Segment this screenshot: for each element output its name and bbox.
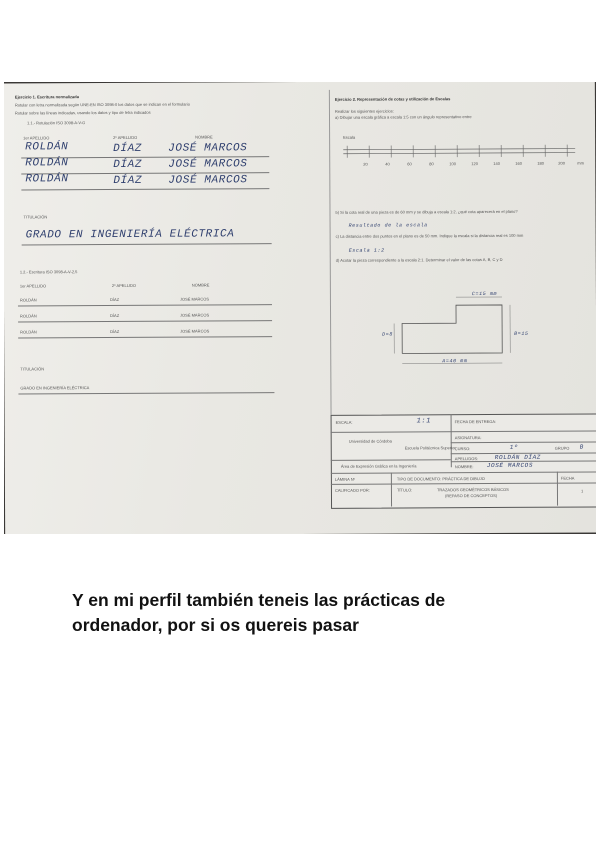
titulacion-value-2: GRADO EN INGENIERÍA ELÉCTRICA xyxy=(20,385,90,391)
cota-top: C=15 mm xyxy=(471,290,498,298)
row2-3-apellido-2: DÍAZ xyxy=(110,328,120,334)
question-d: d) Acotar la pieza correspondiente a la escala 2:1. Determinar el valor de las cotas A, B, C y D xyxy=(335,256,503,263)
tb-curso-label: CURSO: xyxy=(454,446,471,452)
tb-calificado-label: CALIFICADO POR: xyxy=(334,487,370,493)
question-c-answer: Escala 1:2 xyxy=(348,247,385,254)
header-apellido-1: 1er APELLIDO xyxy=(23,135,50,141)
titulacion-label: TITULACIÓN xyxy=(23,214,48,220)
right-instruction-2: a) Dibujar una escala gráfica a escala 1:5 con un ángulo representativo entre xyxy=(334,114,472,120)
header-nombre: NOMBRE xyxy=(195,134,213,140)
header2-apellido-2: 2º APELLIDO xyxy=(111,282,137,288)
tb-escala-value: 1:1 xyxy=(416,417,432,426)
row2-3-apellido-1: ROLDÁN xyxy=(20,329,37,335)
scale-tick-180: 180 xyxy=(537,160,544,166)
left-title: Ejercicio 1. Escritura normalizada xyxy=(14,94,79,100)
cota-right: B=15 xyxy=(514,330,529,337)
question-c: c) La distancia entre dos puntos en el plano es de 50 mm. Indique la escala si la distancia real es 100 mm xyxy=(335,232,524,239)
tb-tipo-documento: TIPO DE DOCUMENTO: PRÁCTICA DE DIBUJO xyxy=(396,476,485,482)
tb-asignatura-label: ASIGNATURA: xyxy=(454,435,482,441)
tb-grupo-value: B xyxy=(579,443,584,451)
tb-escala-label: ESCALA: xyxy=(335,419,353,425)
row1-apellido-2: DÍAZ xyxy=(113,142,143,155)
scale-tick-60: 60 xyxy=(407,161,412,167)
tb-apellidos-label: APELLIDOS: xyxy=(454,456,479,462)
row2-2-apellido-2: DÍAZ xyxy=(110,312,120,318)
tb-titulo-label: TÍTULO: xyxy=(396,487,413,493)
titulacion-value: GRADO EN INGENIERÍA ELÉCTRICA xyxy=(25,228,235,242)
header-apellido-2: 2º APELLIDO xyxy=(113,134,138,140)
scale-tick-120: 120 xyxy=(471,161,478,167)
section-1-label: 1.1.- Rotulación ISO 3098-A-V-G xyxy=(27,120,86,126)
scale-tick-40: 40 xyxy=(385,161,390,167)
scale-tick-20: 20 xyxy=(363,161,368,167)
scale-tick-200: 200 xyxy=(558,160,565,166)
scale-unit: mm xyxy=(577,160,584,166)
row2-2-nombre: JOSÉ MARCOS xyxy=(180,312,210,318)
scale-tick-80: 80 xyxy=(429,161,434,167)
question-b: b) Si la cota real de una pieza es de 60 mm y se dibuja a escala 1:2, ¿qué cota aparecerá en el plano? xyxy=(335,208,518,215)
row1-apellido-1: ROLDÁN xyxy=(25,141,69,154)
tb-fecha-col: FECHA xyxy=(560,475,575,481)
left-instruction-2: Rotular sobre las líneas indicadas, usando los datos y tipo de letra indicados xyxy=(14,109,151,116)
tb-titulo-sub: (REPASO DE CONCEPTOS) xyxy=(444,492,498,499)
tb-school: Escuela Politécnica Superior xyxy=(404,445,456,451)
tb-lamina-number: 1 xyxy=(580,488,584,494)
row3-apellido-2: DÍAZ xyxy=(113,174,143,187)
tb-lamina-label: LÁMINA Nº xyxy=(334,476,356,482)
section-2-label: 1.2.- Escritura ISO 3098-A-V-2,5 xyxy=(19,269,78,275)
row3-apellido-1: ROLDÁN xyxy=(25,173,69,186)
scale-label: Escala xyxy=(343,134,356,140)
cota-bottom: A=40 mm xyxy=(442,358,468,365)
row2-apellido-1: ROLDÁN xyxy=(25,157,69,170)
row2-2-apellido-1: ROLDÁN xyxy=(20,313,37,319)
row2-nombre: JOSÉ MARCOS xyxy=(168,158,248,171)
scale-tick-100: 100 xyxy=(449,161,456,167)
tb-grupo-label: GRUPO xyxy=(554,445,570,451)
tb-curso-value: 1º xyxy=(509,443,519,451)
tb-nombre-value: JOSÉ MARCOS xyxy=(486,461,534,470)
caption-text: Y en mi perfil también teneis las prácticas de ordenador, por si os quereis pasar xyxy=(72,590,446,635)
graphic-scale xyxy=(343,141,583,172)
tb-nombre-label: NOMBRE: xyxy=(454,464,474,470)
tb-university: Universidad de Córdoba xyxy=(348,438,392,444)
row2-apellido-2: DÍAZ xyxy=(113,158,143,171)
tb-fecha-label: FECHA DE ENTREGA: xyxy=(454,418,497,425)
left-instruction-1: Rotular con letra normalizada según UNE-EN ISO 3098-0 los datos que se indican en el formulario xyxy=(14,101,190,108)
right-instruction: Realizar los siguientes ejercicios: xyxy=(334,108,394,114)
cota-left: D=8 xyxy=(382,331,393,338)
header2-nombre: NOMBRE xyxy=(191,282,210,288)
tb-area: Área de Expresión Gráfica en la Ingeniería xyxy=(340,463,417,469)
row2-3-nombre: JOSÉ MARCOS xyxy=(180,328,210,334)
row2-1-apellido-2: DÍAZ xyxy=(109,296,120,302)
row3-nombre: JOSÉ MARCOS xyxy=(168,174,248,187)
tb-titulo-value: TRAZADOS GEOMÉTRICOS BÁSICOS xyxy=(436,486,509,493)
row1-nombre: JOSÉ MARCOS xyxy=(168,142,248,155)
document-photo xyxy=(4,82,596,534)
scale-tick-160: 160 xyxy=(515,160,522,166)
row2-1-nombre: JOSÉ MARCOS xyxy=(179,296,210,302)
right-title: Ejercicio 2. Representación de cotas y utilización de Escalas xyxy=(334,96,451,102)
question-b-answer: Resultado de la escala xyxy=(348,222,428,229)
scale-tick-140: 140 xyxy=(493,160,500,166)
titulacion-label-2: TITULACIÓN xyxy=(20,366,45,372)
header2-apellido-1: 1er APELLIDO xyxy=(19,283,47,289)
tb-apellidos-value: ROLDÁN DÍAZ xyxy=(494,453,542,461)
drawing-sheet xyxy=(4,82,596,534)
row2-1-apellido-1: ROLDÁN xyxy=(19,297,37,303)
